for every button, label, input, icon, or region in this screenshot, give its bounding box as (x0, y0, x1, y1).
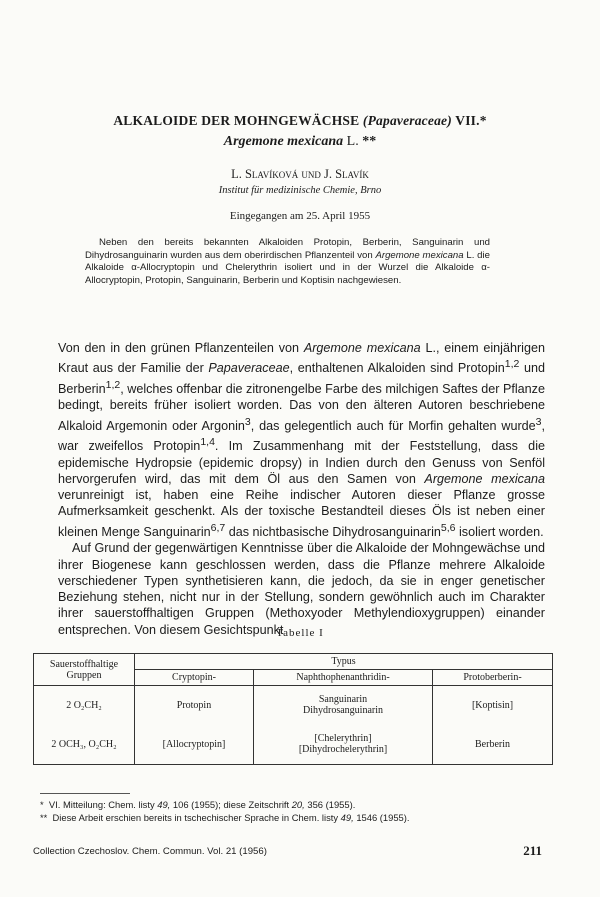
article-subtitle (40, 134, 560, 150)
table-row: 2 OCH₃, O₂CH₂ [Allocryptopin] [Chelerythrin] [Dihydrochelerythrin] Berberin (34, 724, 553, 765)
page-number: 211 (523, 843, 542, 858)
article-title (40, 113, 560, 129)
paragraph-2: Auf Grund der gegenwärtigen Kenntnisse über die Alkaloide der Mohngewächse und ihrer Biogenese kann geschlossen werden, dass die Pflanze mehrere Alkaloide verschiedener Typen synthetisieren kann, die jedoch, da sie in enger genetischer Beziehung stehen, nicht nur in der Stellung, sondern gewöhnlich auch im Charakter ihrer sauerstoffhaltigen Gruppen (Methoxyoder Methylendioxygruppen) einander entsprechen. Von diesem Gesichtspunkt (58, 541, 545, 637)
institution: Institut für medizinische Chemie, Brno (218, 185, 382, 196)
received-date: Eingegangen am 25. April 1955 (229, 210, 371, 222)
header-cryptopin: Cryptopin- (135, 670, 254, 686)
abstract: Neben den bereits bekannten Alkaloiden Protopin, Berberin, Sanguinarin und Dihydrosanguinarin wurden aus dem oberirdischen Pflanzenteil von Argemone mexicana L. die Alkaloide α-Allocryptopin und Chelerythrin isoliert und in der Wurzel die Alkaloide α-Allocryptopin, Protopin, Sanguinarin, Berberin und Koptisin nachgewiesen. (85, 237, 490, 286)
subtitle-authority: L. (346, 134, 359, 149)
table-alkaloid-types (33, 653, 553, 765)
title-main: ALKALOIDE DER MOHNGEWÄCHSE (113, 113, 360, 128)
journal-footer: Collection Czechoslov. Chem. Commun. Vol. 21 (1956) (33, 846, 267, 857)
title-family: (Papaveraceae) (362, 113, 452, 128)
header-groups: Sauerstoffhaltige Gruppen (34, 654, 135, 686)
table-row: 2 O₂CH₂ Protopin Sanguinarin Dihydrosanguinarin [Koptisin] (34, 686, 553, 725)
table-header-row-1 (34, 654, 553, 670)
subtitle-footnote-mark: ** (362, 134, 377, 149)
header-typus: Typus (135, 654, 553, 670)
header-protoberberin: Protoberberin- (433, 670, 553, 686)
footnotes (40, 798, 560, 824)
header-naphthophenanthridin: Naphthophenanthridin- (254, 670, 433, 686)
title-number: VII.* (455, 113, 487, 128)
subtitle-species: Argemone mexicana (223, 134, 344, 149)
footnote-rule (40, 793, 130, 794)
paragraph-1: Von den in den grünen Pflanzenteilen von Argemone mexicana L., einem einjährigen Kraut aus der Familie der Papaveraceae, enthaltenen Alkaloiden sind Protopin$^{1,2}$ und Berberin$^{1,2}$, welches offenbar die zitronengelbe Farbe des milchigen Saftes der Pflanze bedingt, bereits früher isoliert worden. Das von den älteren Autoren beschriebene Alkaloid Argemonin oder Argonin$^3$, das gelegentlich auch für Morfin gehalten wurde$^3$, war zweifellos Protopin$^{1,4}$. Im Zusammenhang mit der Feststellung, dass die epidemische Hydropsie (epidemic dropsy) in Indien durch den Genuss von Senföl hervorgerufen wird, das mit dem Öl aus den Samen von Argemone mexicana verunreinigt ist, haben eine Reihe indischer Autoren dieser Pflanze grosse Aufmerksamkeit geschenkt. Als der toxische Bestandteil dieses Öls ist neben einer kleinen Menge Sanguinarin$^{6,7}$ das nichtbasische Dihydrosanguinarin$^{5,6}$ isoliert worden. (58, 341, 546, 539)
authors: L. Slavíková und J. Slavík (231, 167, 369, 181)
table-caption: Tabelle I (276, 627, 324, 639)
body-text (58, 340, 545, 638)
footnote-1: * VI. Mitteilung: Chem. listy 49, 106 (1955); diese Zeitschrift 20, 356 (1955). (40, 799, 356, 810)
footnote-2: ** Diese Arbeit erschien bereits in tschechischer Sprache in Chem. listy 49, 1546 (1955). (40, 812, 410, 823)
